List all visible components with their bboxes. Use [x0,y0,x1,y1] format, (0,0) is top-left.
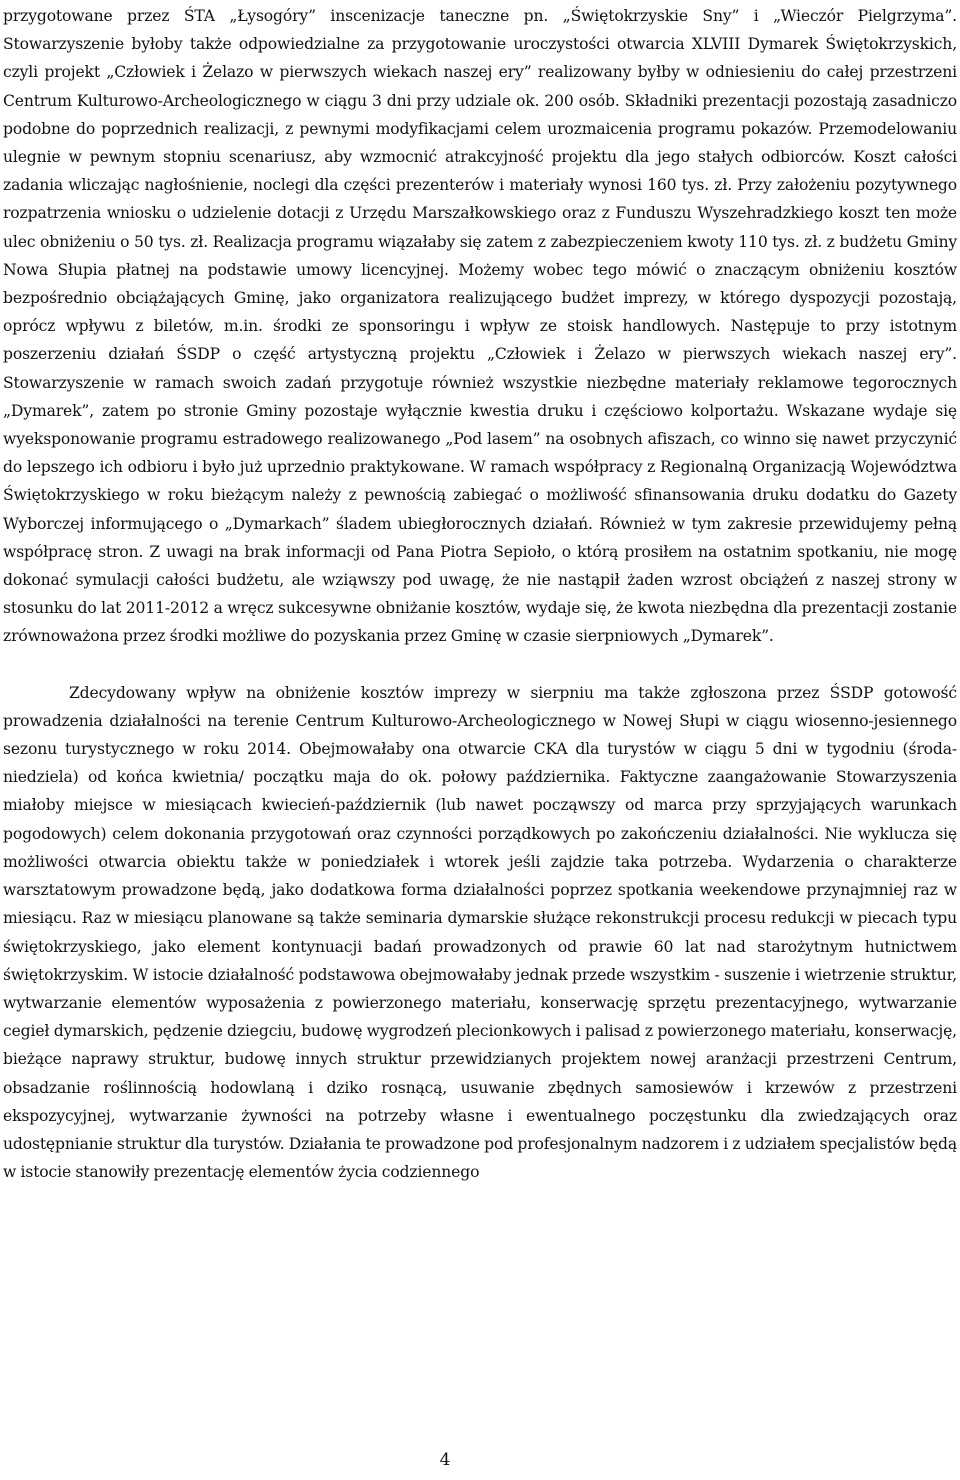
page-number: 4 [439,1450,451,1470]
paragraph-cka-season-activity: Zdecydowany wpływ na obniżenie kosztów imprezy w sierpniu ma także zgłoszona przez ŚSDP gotowość prowadzenia działalności na terenie Centrum Kulturowo-Archeologicznego w Nowej Słupi w ciągu wiosenno-jesiennego sezonu turystycznego w roku 2014. Obejmowałaby ona otwarcie CKA dla turystów w ciągu 5 dni w tygodniu (środa-niedziela) od końca kwietnia/ początku maja do ok. połowy października. Faktyczne zaangażowanie Stowarzyszenia miałoby miejsce w miesiącach kwiecień-październik (lub nawet począwszy od marca przy sprzyjających warunkach pogodowych) celem dokonania przygotowań oraz czynności porządkowych po zakończeniu działalności. Nie wyklucza się możliwości otwarcia obiektu także w poniedziałek i wtorek jeśli zajdzie taka potrzeba. Wydarzenia o charakterze warsztatowym prowadzone będą, jako dodatkowa forma działalności poprzez spotkania weekendowe przynajmniej raz w miesiącu. Raz w miesiącu planowane są także seminaria dymarskie służące rekonstrukcji procesu redukcji w piecach typu świętokrzyskiego, jako element kontynuacji badań prowadzonych od prawie 60 lat nad starożytnym hutnictwem świętokrzyskim. W istocie działalność podstawowa obejmowałaby jednak przede wszystkim - suszenie i wietrzenie struktur, wytwarzanie elementów wyposażenia z powierzonego materiału, konserwację sprzętu prezentacyjnego, wytwarzanie cegieł dymarskich, pędzenie dziegciu, budowę wygrodzeń plecionkowych i palisad z powierzonego materiału, konserwację, bieżące naprawy struktur, budowę innych struktur przewidzianych projektem nowej aranżacji przestrzeni Centrum, obsadzanie roślinnością hodowlaną i dziko rosnącą, usuwanie zbędnych samosiewów i krzewów z przestrzeni ekspozycyjnej, wytwarzanie żywności na potrzeby własne i ewentualnego poczęstunku dla zwiedzających oraz udostępnianie struktur dla turystów. Działania te prowadzone pod profesjonalnym nadzorem i z udziałem specjalistów będą w istocie stanowiły prezentację elementów życia codziennego [3,683,957,1182]
paragraph-budget-continuation: przygotowane przez ŚTA „Łysogóry” inscenizacje taneczne pn. „Świętokrzyskie Sny” i „Wieczór Pielgrzyma”. Stowarzyszenie byłoby także odpowiedzialne za przygotowanie uroczystości otwarcia XLVIII Dymarek Świętokrzyskich, czyli projekt „Człowiek i Żelazo w pierwszych wiekach naszej ery” realizowany byłby w odniesieniu do całej przestrzeni Centrum Kulturowo-Archeologicznego w ciągu 3 dni przy udziale ok. 200 osób. Składniki prezentacji pozostają zasadniczo podobne do poprzednich realizacji, z pewnymi modyfikacjami celem urozmaicenia programu pokazów. Przemodelowaniu ulegnie w pewnym stopniu scenariusz, aby wzmocnić atrakcyjność projektu dla jego stałych odbiorców. Koszt całości zadania wliczając nagłośnienie, noclegi dla części prezenterów i materiały wynosi 160 tys. zł. Przy założeniu pozytywnego rozpatrzenia wniosku o udzielenie dotacji z Urzędu Marszałkowskiego oraz z Funduszu Wyszehradzkiego koszt ten może ulec obniżeniu o 50 tys. zł. Realizacja programu wiązałaby się zatem z zabezpieczeniem kwoty 110 tys. zł. z budżetu Gminy Nowa Słupia płatnej na podstawie umowy licencyjnej. Możemy wobec tego mówić o znaczącym obniżeniu kosztów bezpośrednio obciążających Gminę, jako organizatora realizującego budżet imprezy, w którego dyspozycji pozostają, oprócz wpływu z biletów, m.in. środki ze sponsoringu i wpływ ze stoisk handlowych. Następuje to przy istotnym poszerzeniu działań ŚSDP o część artystyczną projektu „Człowiek i Żelazo w pierwszych wiekach naszej ery”. Stowarzyszenie w ramach swoich zadań przygotuje również wszystkie niezbędne materiały reklamowe tegorocznych „Dymarek”, zatem po stronie Gminy pozostaje wyłącznie kwestia druku i częściowo kolportażu. Wskazane wydaje się wyeksponowanie programu estradowego realizowanego „Pod lasem” na osobnych afiszach, co winno się nawet przyczynić do lepszego ich odbioru i było już uprzednio praktykowane. W ramach współpracy z Regionalną Organizacją Województwa Świętokrzyskiego w roku bieżącym należy z pewnością zabiegać o możliwość sfinansowania druku dodatku do Gazety Wyborczej informującego o „Dymarkach” śladem ubiegłorocznych działań. Również w tym zakresie przewidujemy pełną współpracę stron. Z uwagi na brak informacji od Pana Piotra Sepioło, o którą prosiłem na ostatnim spotkaniu, nie mogę dokonać symulacji całości budżetu, ale wziąwszy pod uwagę, że nie nastąpił żaden wzrost obciążeń z naszej strony w stosunku do lat 2011-2012 a wręcz sukcesywne obniżanie kosztów, wydaje się, że kwota niezbędna dla prezentacji zostanie zrównoważona przez środki możliwe do pozyskania przez Gminę w czasie sierpniowych „Dymarek”. [3,7,957,646]
